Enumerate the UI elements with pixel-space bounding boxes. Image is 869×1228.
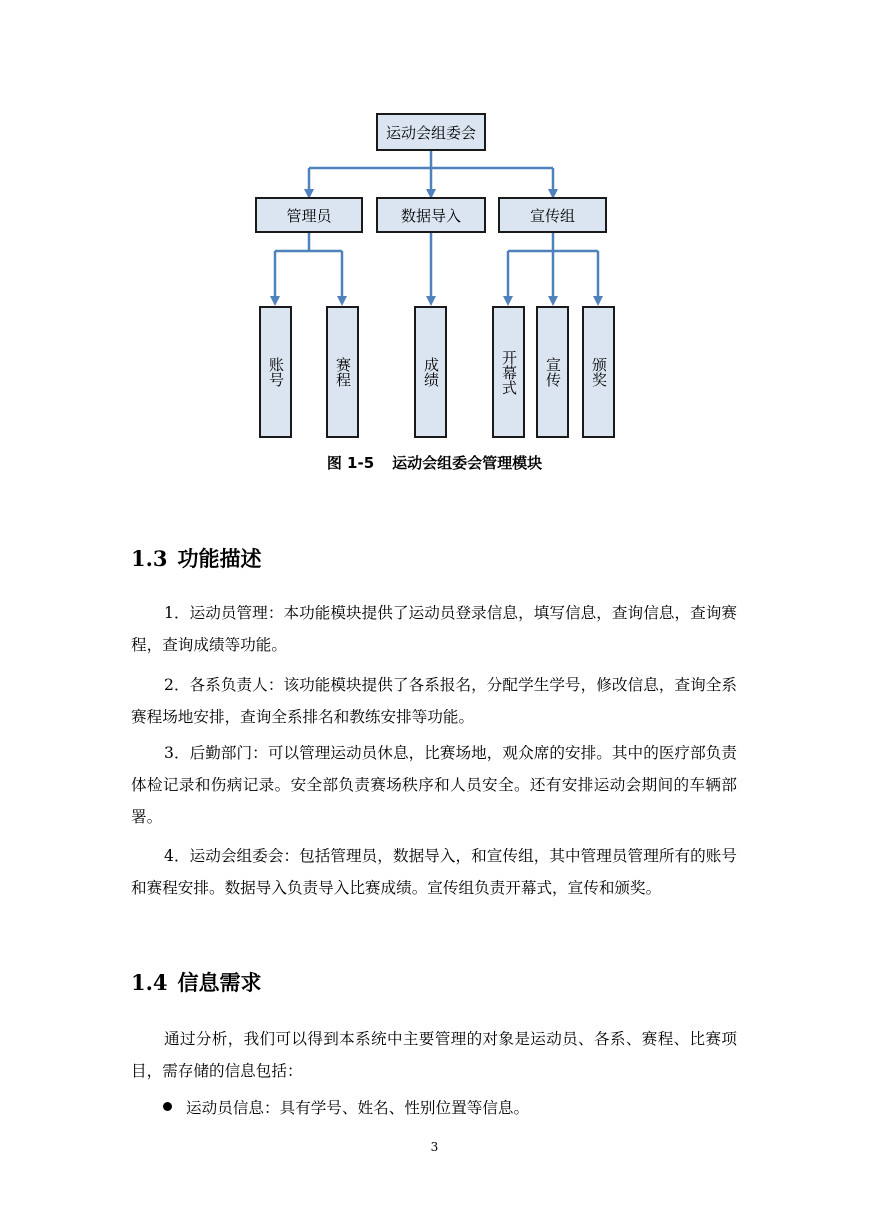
bullet-text: 运动员信息：具有学号、姓名、性别位置等信息。 [186,1099,530,1117]
section-number: 1.4 [131,970,168,995]
section-heading-1-4 [131,967,262,997]
section-title: 信息需求 [177,970,262,995]
node-root: 运动会组委会 [376,113,486,151]
node-schedule: 赛程 [326,306,359,438]
paragraph-logistics: 3．后勤部门：可以管理运动员休息，比赛场地，观众席的安排。其中的医疗部负责体检记录和伤病记录。安全部负责赛场秩序和人员安全。还有安排运动会期间的车辆部署。 [131,744,737,826]
node-opening-ceremony: 开幕式 [492,306,525,438]
node-publicity: 宣传组 [498,197,607,233]
node-data-import: 数据导入 [376,197,486,233]
node-promotion: 宣传 [536,306,569,438]
figure-number: 图 1-5 [326,454,375,472]
node-scores: 成绩 [414,306,447,438]
node-admin: 管理员 [255,197,363,233]
node-account: 账号 [259,306,292,438]
section-title: 功能描述 [177,546,262,571]
section-heading-1-3 [131,543,262,573]
figure-caption [0,452,869,473]
paragraph-organizing-committee: 4．运动会组委会：包括管理员，数据导入，和宣传组，其中管理员管理所有的账号和赛程安排。数据导入负责导入比赛成绩。宣传组负责开幕式，宣传和颁奖。 [131,847,737,897]
node-awards: 颁奖 [582,306,615,438]
page-number: 3 [430,1140,439,1154]
figure-title: 运动会组委会管理模块 [392,454,543,472]
paragraph-athlete-management: 1．运动员管理：本功能模块提供了运动员登录信息，填写信息，查询信息，查询赛程，查询成绩等功能。 [131,604,737,654]
org-chart-diagram [0,0,869,500]
bullet-item [163,1092,743,1124]
paragraph-department-heads: 2．各系负责人：该功能模块提供了各系报名，分配学生学号，修改信息，查询全系赛程场地安排，查询全系排名和教练安排等功能。 [131,676,737,726]
paragraph-information-needs: 通过分析，我们可以得到本系统中主要管理的对象是运动员、各系、赛程、比赛项目，需存储的信息包括： [131,1030,737,1080]
bullet-dot-icon [163,1102,172,1111]
section-number: 1.3 [131,546,168,571]
